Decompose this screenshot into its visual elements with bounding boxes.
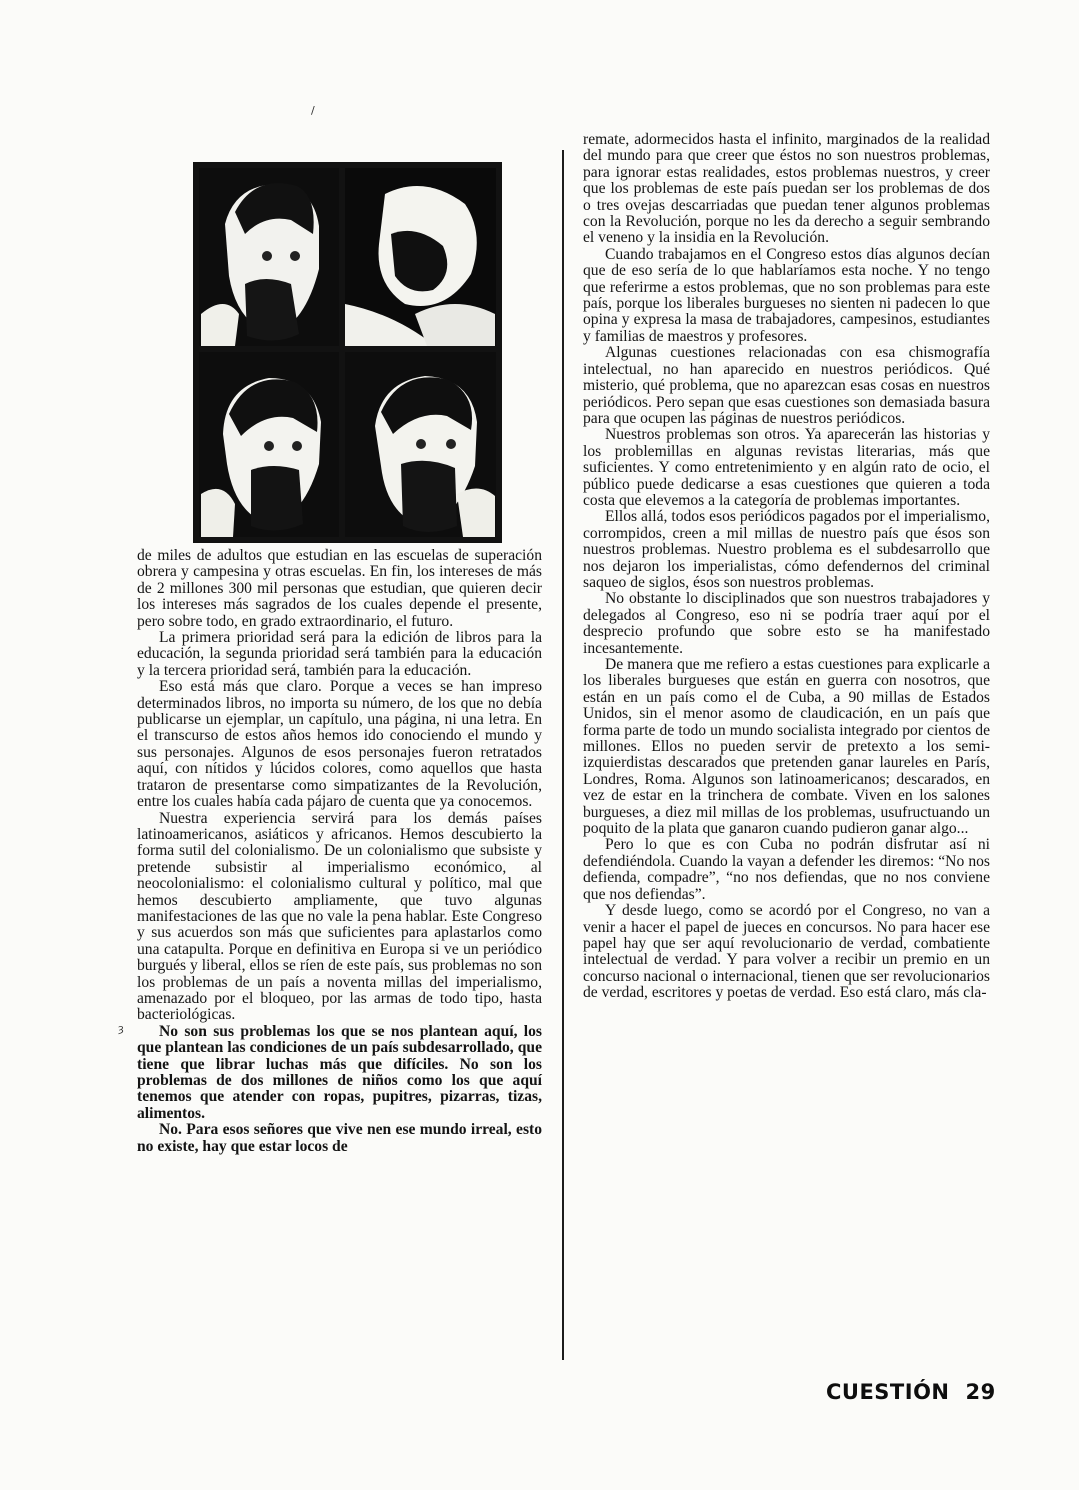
photo-panel-2 — [345, 168, 496, 346]
photo-panel-1 — [199, 168, 339, 346]
right-paragraph-5: Ellos allá, todos esos periódicos pagados por el imperialismo, corrompidos, creen a mil millas de nuestro país que ésos son nuestros problemas. Nuestro problema es el subdesarrollo que nos dejaron los imperialistas, cómo defendernos del criminal saqueo de siglos, ésos son nuestros problemas. — [583, 508, 990, 591]
right-paragraph-6: No obstante lo disciplinados que son nuestros trabajadores y delegados al Congreso, eso ni se podría traer aquí por el desprecio profundo que sobre esto se ha manifestado incesantemente. — [583, 590, 990, 657]
left-paragraph-5: No son sus problemas los que se nos plantean aquí, los que plantean las condiciones de un país subdesarrollado, que tiene que librar luchas más que difíciles. No son los problemas de dos millones de niños como los que aquí tenemos que atender con ropas, pupitres, pizarras, tizas, alimentos. — [137, 1022, 542, 1122]
left-paragraph-2: La primera prioridad será para la edición de libros para la educación, la segunda prioridad será también para la educación y la tercera prioridad será, también para la educación. — [137, 629, 542, 679]
photo-panel-4 — [345, 352, 496, 537]
left-paragraph-4: Nuestra experiencia servirá para los demás países latinoamericanos, asiáticos y africanos. Hemos descubierto la forma sutil del colonialismo. De un colonialismo que subsiste y pretende subsistir al imperialismo económico, al neocolonialismo: el colonialismo cultural y político, mal que hemos descubierto ampliamente, que tuvo algunas manifestaciones de las que no vale la pena hablar. Este Congreso y sus acuerdos son más que suficientes para aplastarlos como una catapulta. Porque en definitiva en Europa si ve un periódico burgués y liberal, ellos se ríen de este país, sus problemas no son los problemas de un país a noventa millas del imperialismo, amenazado por el bloqueo, por las armas de todo tipo, hasta bacteriológicas. — [137, 809, 542, 1024]
right-paragraph-1: remate, adormecidos hasta el infinito, marginados de la realidad del mundo para que creer que éstos no son nuestros problemas, para ignorar estas realidades, estos problemas nuestros, y creer que los problemas de este país puedan ser los problemas de dos o tres ovejas descarriadas que puedan tener algunos problemas con la Revolución, porque no les da derecho a seguir sembrando el veneno y la insidia en la Revolución. — [583, 131, 990, 247]
photo-panel-3 — [199, 352, 339, 537]
stray-mark-left: ȝ — [118, 1022, 124, 1035]
magazine-name: CUESTIÓN — [826, 1380, 950, 1404]
left-paragraph-6: No. Para esos señores que vive nen ese mundo irreal, esto no existe, hay que estar locos de — [137, 1121, 542, 1155]
portrait-photo-grid — [193, 162, 502, 543]
column-divider — [562, 150, 564, 1360]
right-paragraph-7: De manera que me refiero a estas cuestiones para explicarle a los liberales burgueses que están en guerra con nosotros, que están en un país como el de Cuba, a 90 millas de Estados Unidos, sin el menor asomo de claudicación, en un país que forma parte de todo un mundo socialista integrado por cientos de millones. Ellos no pueden servir de pretexto a los semi-izquierdistas descarados que pretenden ganar laureles en París, Londres, Roma. Algunos son latinoamericanos; descarados, en vez de estar en la trinchera de combate. Viven en los salones burgueses, a diez mil millas de los problemas, usufructuando un poquito de la plata que ganaron cuando pudieron ganar algo... — [583, 656, 990, 838]
right-column — [583, 132, 990, 1002]
stray-mark-top: / — [311, 104, 315, 117]
right-paragraph-8: Pero lo que es con Cuba no podrán disfrutar así ni defendiéndola. Cuando la vayan a defender les diremos: “No nos defienda, compadre”, “no nos defiendas, que no nos conviene que nos defiendas”. — [583, 836, 990, 903]
right-paragraph-9: Y desde luego, como se acordó por el Congreso, no van a venir a hacer el papel de jueces en concursos. No para hacer ese papel hay que ser aquí revolucionario de verdad, combatiente intelectual de verdad. Y para volver a recibir un premio en un concurso nacional o internacional, tienen que ser revolucionarios de verdad, escritores y poetas de verdad. Eso está claro, más cla- — [583, 902, 990, 1002]
portrait-photos-image — [195, 164, 500, 541]
page-number: 29 — [965, 1380, 996, 1404]
page-footer — [826, 1380, 996, 1404]
right-paragraph-4: Nuestros problemas son otros. Ya aparecerán las historias y los problemillas en algunas revistas literarias, más que suficientes. Y como entretenimiento y en algún rato de ocio, el público puede dedicarse a esas cuestiones que quieren a toda costa que elevemos a la categoría de problemas importantes. — [583, 426, 990, 509]
left-paragraph-3: Eso está más que claro. Porque a veces se han impreso determinados libros, no importa su número, de los que no debía publicarse un ejemplar, un capítulo, una página, ni una letra. En el transcurso de estos años hemos ido conociendo el mundo y sus personajes. Algunos de esos personajes fueron retratados aquí, con nítidos y lúcidos colores, como aquellos que hasta trataron de presentarse como simpatizantes de la Revolución, entre los cuales había cada pájaro de cuenta que ya conocemos. — [137, 678, 542, 811]
left-paragraph-1: de miles de adultos que estudian en las escuelas de superación obrera y campesina y otras escuelas. En fin, los intereses de más de 2 millones 300 mil personas que estudian, que quieren decir los intereses más sagrados de los cuales depende el presente, pero sobre todo, en grado extraordinario, el futuro. — [137, 547, 542, 630]
right-paragraph-2: Cuando trabajamos en el Congreso estos días algunos decían que de eso sería de lo que hablaríamos esta noche. Y no tengo que referirme a estos problemas, que no son problemas para este país, porque los liberales burgueses no sienten ni padecen lo que opina y expresa la masa de trabajadores, campesinos, estudiantes y familias de maestros y profesores. — [583, 245, 990, 345]
right-paragraph-3: Algunas cuestiones relacionadas con esa chismografía intelectual, no han aparecido en nuestros periódicos. Qué misterio, qué problema, que no aparezcan esas cosas en nuestros periódicos. Pero sepan que esas cuestiones son demasiada basura para que ocupen las páginas de nuestros periódicos. — [583, 344, 990, 427]
left-column — [137, 548, 542, 1155]
